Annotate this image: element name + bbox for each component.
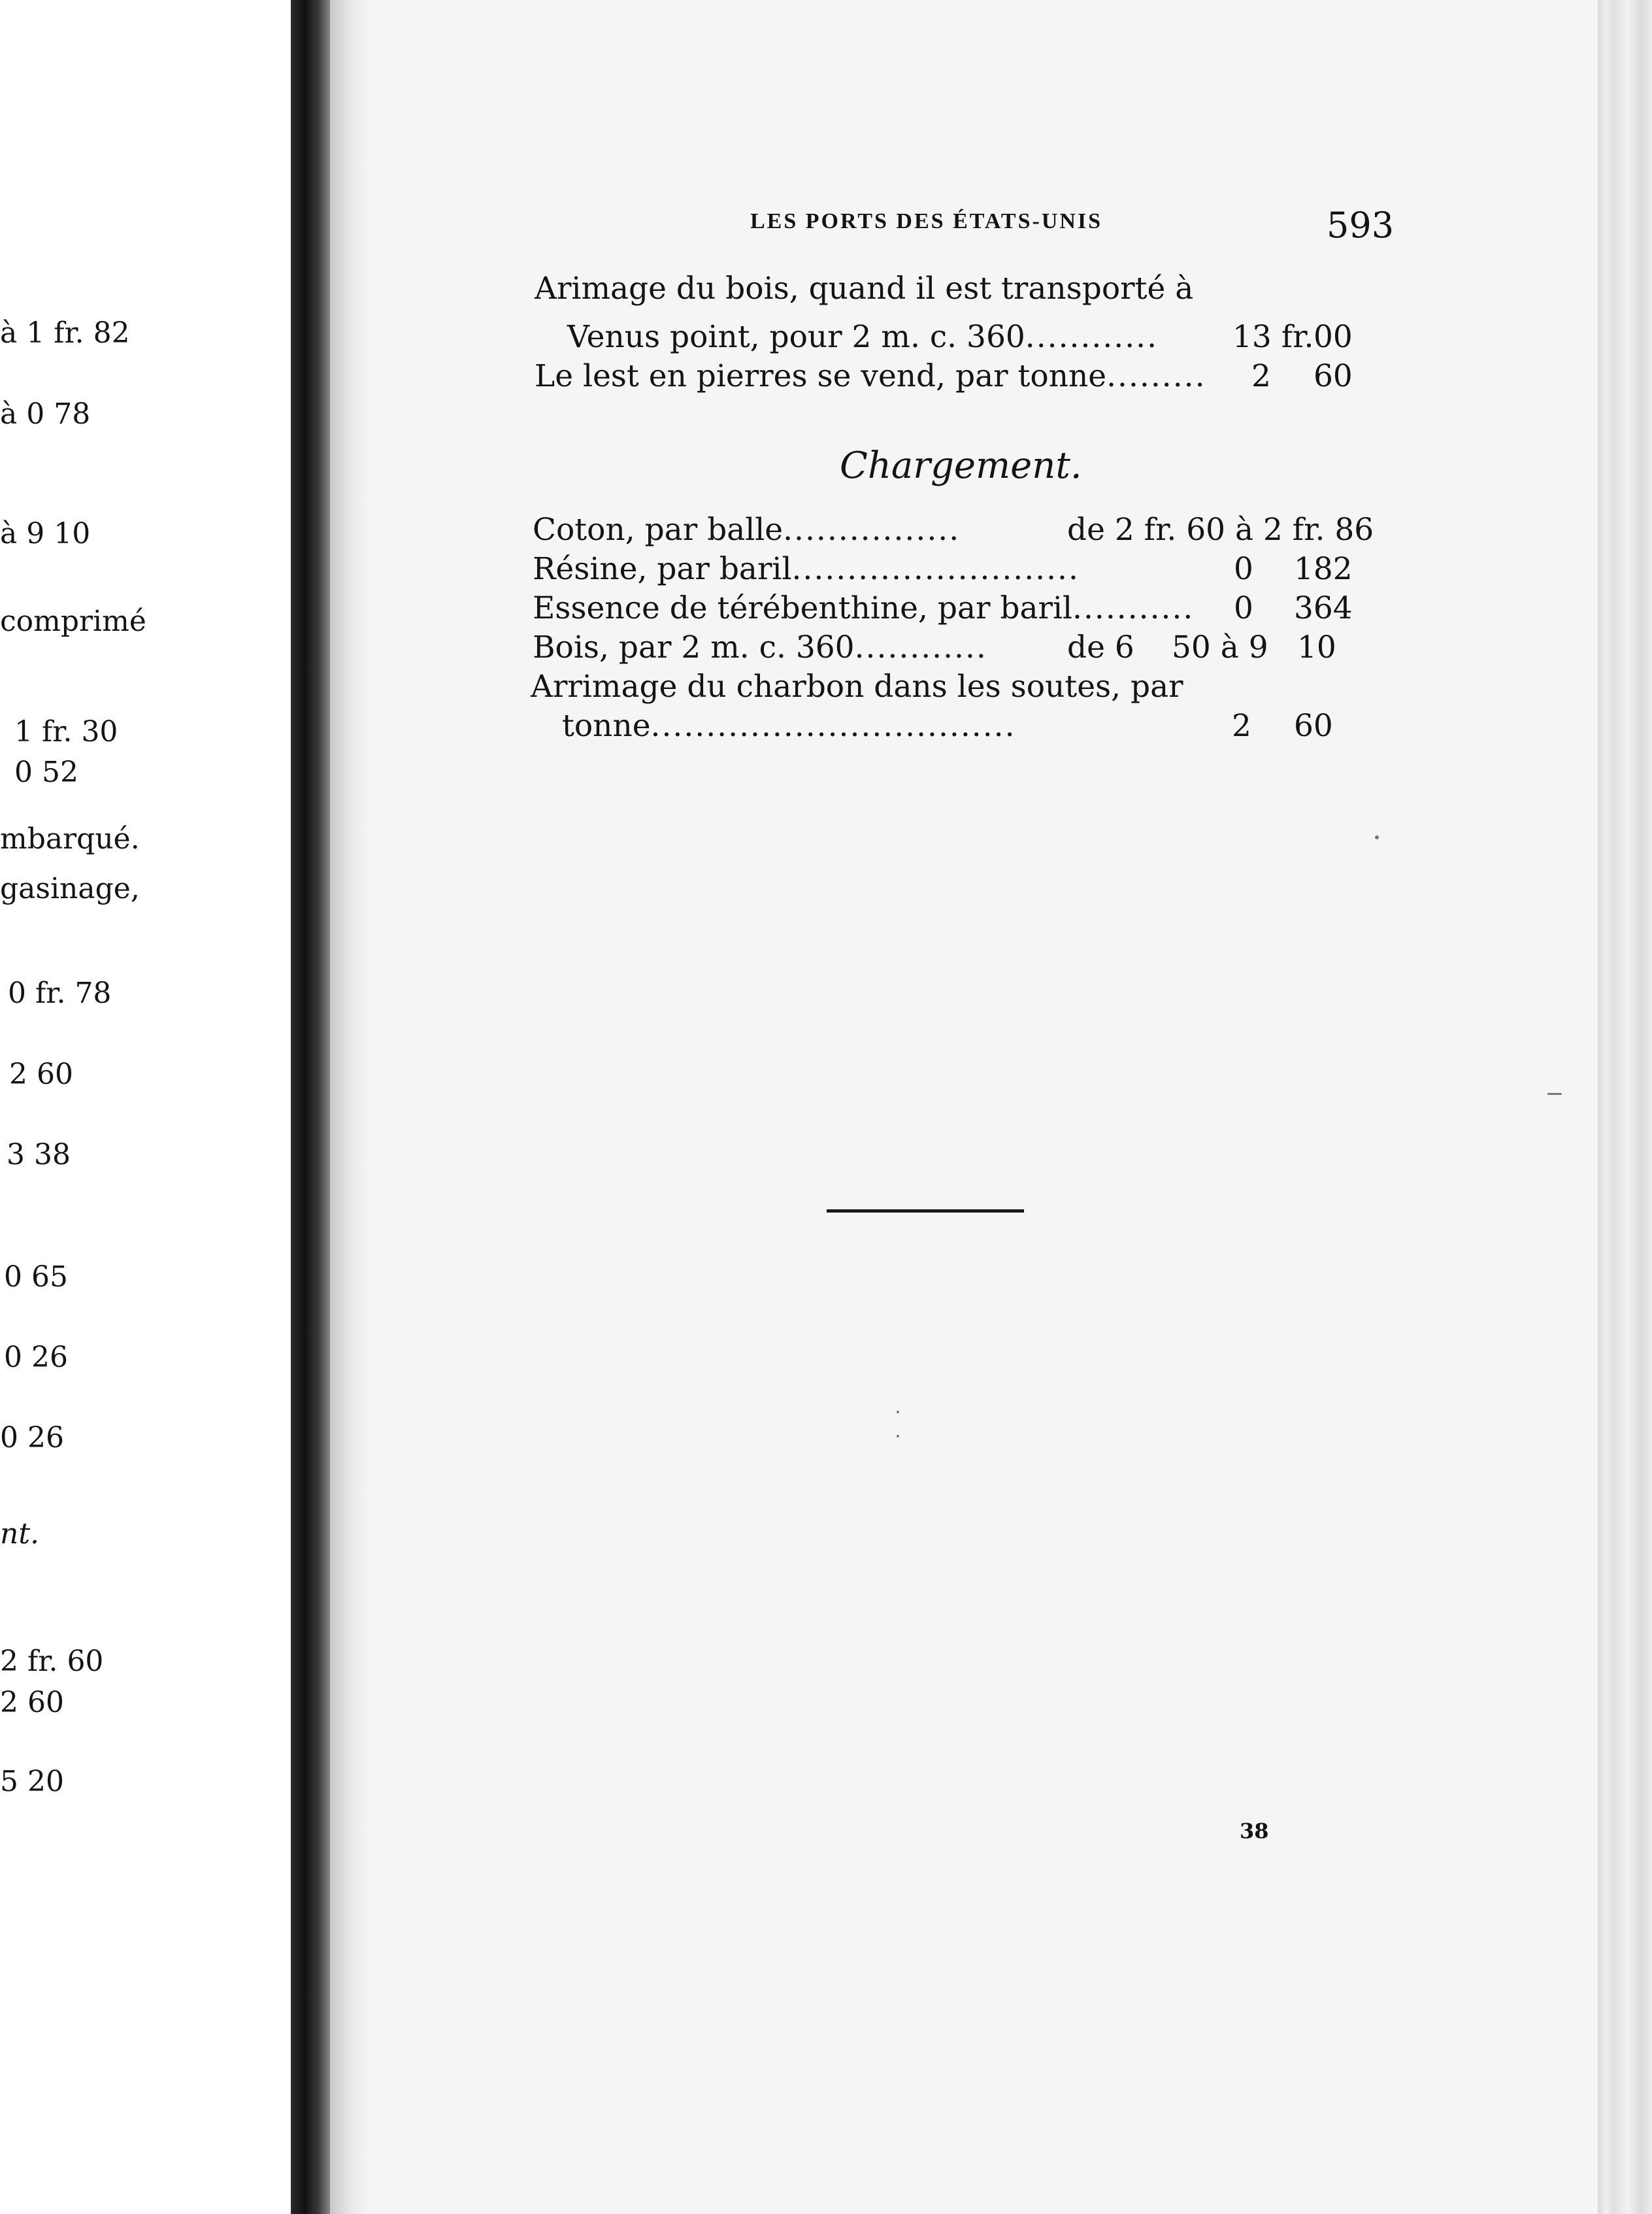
price-value: 0 [1234,590,1253,626]
tariff-row [533,590,1195,626]
left-fragment: 3 38 [7,1138,71,1171]
left-fragment: 2 60 [9,1058,73,1091]
row-text: Arrimage du charbon dans les soutes, par [531,669,1183,705]
price-value: 2 [1232,708,1251,744]
left-fragment: nt. [0,1517,40,1551]
running-title: LES PORTS DES ÉTATS-UNIS [750,209,1103,233]
gutter-shadow [330,0,369,2214]
row-text: tonne [562,708,651,744]
leader-dots: ........... [1072,590,1195,626]
price-value: 50 à 9 [1172,629,1268,665]
left-fragment: comprimé [0,605,146,638]
price-value: 364 [1294,590,1353,626]
signature-mark: 38 [1240,1819,1269,1843]
left-fragment: mbarqué. [0,822,140,856]
row-text: Résine, par baril [533,551,792,587]
row-text: Arimage du bois, quand il est transporté à [535,271,1194,307]
price-value: 13 fr. [1232,319,1314,355]
left-fragment: 0 fr. 78 [8,977,112,1010]
price-value: 00 [1313,319,1353,355]
left-fragment: à 1 fr. 82 [0,316,130,350]
left-fragment: 0 26 [0,1421,64,1454]
price-value: 10 [1297,629,1336,665]
tariff-row [562,708,1016,744]
scan-speck [1547,1093,1562,1095]
price-value: 60 [1313,358,1353,394]
row-text: Coton, par balle [533,512,784,548]
left-fragment: 2 fr. 60 [0,1645,104,1678]
left-fragment: 0 65 [4,1260,68,1294]
left-fragment: 0 52 [14,756,78,789]
scan-speck [1375,835,1379,839]
price-range: de 2 fr. 60 à 2 fr. 86 [1067,512,1374,548]
section-heading: Chargement. [840,444,1082,487]
price-value: 60 [1294,708,1333,744]
left-fragment: gasinage, [0,872,140,905]
leader-dots: ................ [783,512,961,548]
row-text: Bois, par 2 m. c. 360 [533,629,855,665]
book-gutter [291,0,330,2214]
left-fragment: à 9 10 [0,517,91,550]
price-value: de 6 [1067,629,1134,665]
row-text: Essence de térébenthine, par baril [533,590,1073,626]
left-fragment: 1 fr. 30 [14,715,118,748]
row-text: Le lest en pierres se vend, par tonne [535,358,1107,394]
text-line [535,271,1194,307]
tariff-row [533,512,961,548]
leader-dots: ............ [854,629,987,665]
leader-dots: ............ [1025,319,1159,355]
row-text: Venus point, pour 2 m. c. 360 [567,319,1025,355]
left-fragment: 5 20 [0,1765,64,1798]
tariff-row [535,358,1206,394]
left-fragment: à 0 78 [0,397,91,431]
scan-speck [897,1411,899,1413]
leader-dots: .......................... [791,551,1080,587]
leader-dots: ................................. [650,708,1016,744]
left-fragment: 2 60 [0,1686,64,1719]
price-value: 2 [1251,358,1271,394]
page-edge [1598,0,1652,2214]
leader-dots: ......... [1106,358,1206,394]
text-line [531,669,1183,705]
section-end-rule [827,1209,1024,1213]
tariff-row [533,551,1080,587]
tariff-row [533,629,987,665]
price-value: 182 [1294,551,1353,587]
tariff-row [567,319,1159,355]
left-fragment: 0 26 [4,1341,68,1374]
scan-speck [897,1435,899,1437]
page-number: 593 [1327,205,1395,246]
price-value: 0 [1234,551,1253,587]
left-page-fragment [0,0,291,2214]
